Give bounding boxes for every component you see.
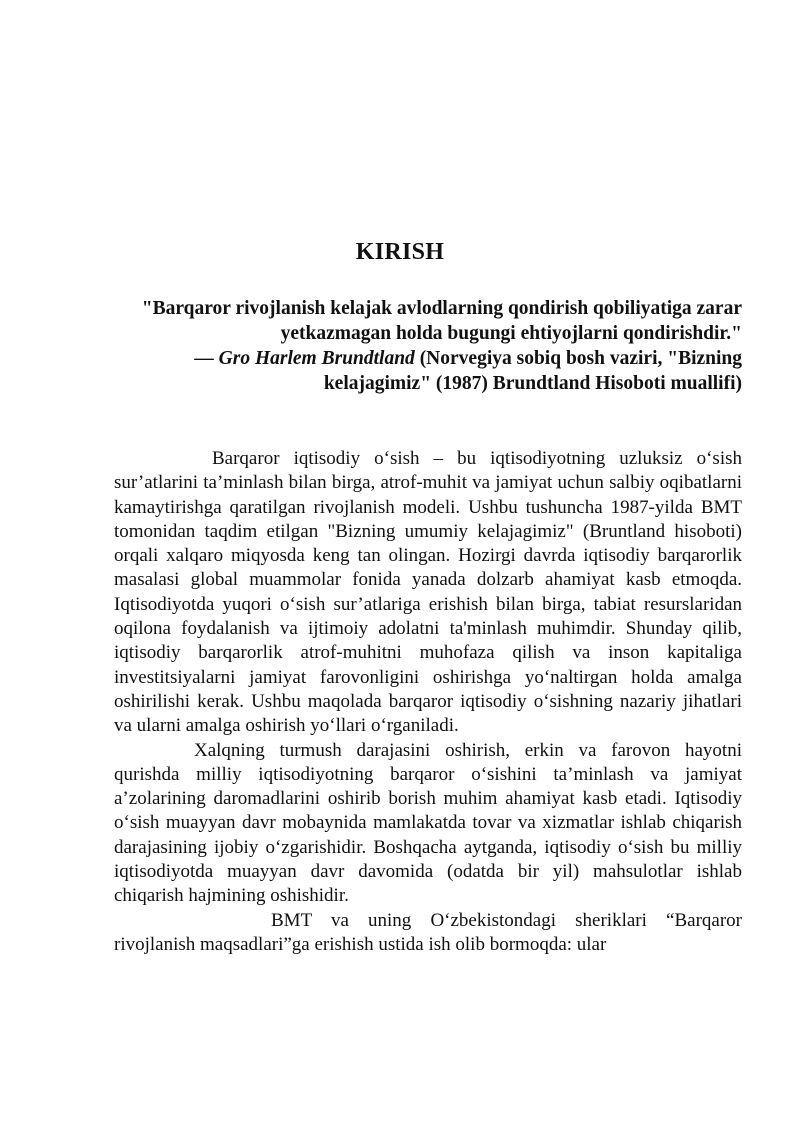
body-text bbox=[114, 447, 742, 957]
paragraph-1: Barqaror iqtisodiy o‘sish – bu iqtisodiyotning uzluksiz o‘sish sur’atlarini ta’minlash bilan birga, atrof-muhit va jamiyat uchun salbiy oqibatlarni kamaytirishga qaratilgan rivojlanish modeli. Ushbu tushuncha 1987-yilda BMT tomonidan taqdim etilgan "Bizning umumiy kelajagimiz" (Bruntland hisoboti) orqali xalqaro miqyosda keng tan olingan. Hozirgi davrda iqtisodiy barqarorlik masalasi global muammolar fonida yanada dolzarb ahamiyat kasb etmoqda. Iqtisodiyotda yuqori o‘sish sur’atlariga erishish bilan birga, tabiat resurslaridan oqilona foydalanish va ijtimoiy adolatni ta'minlash muhimdir. Shunday qilib, iqtisodiy barqarorlik atrof-muhitni muhofaza qilish va inson kapitaliga investitsiyalarni jamiyat farovonligini oshirishga yo‘naltirgan holda amalga oshirilishi kerak. Ushbu maqolada barqaror iqtisodiy o‘sishning nazariy jihatlari va ularni amalga oshirish yo‘llari o‘rganiladi. bbox=[114, 448, 742, 737]
section-heading: KIRISH bbox=[355, 239, 445, 265]
paragraph-3: BMT va uning O‘zbekistondagi sheriklari “Barqaror rivojlanish maqsadlari”ga erishish ustida ish olib bormoqda: ular bbox=[114, 909, 742, 955]
epigraph-attribution bbox=[112, 346, 742, 396]
epigraph-dash: — bbox=[194, 348, 219, 369]
epigraph-source: (Norvegiya sobiq bosh vaziri, "Bizning kelajagimiz" (1987) Brundtland Hisoboti muallifi) bbox=[323, 348, 742, 394]
epigraph-quote: "Barqaror rivojlanish kelajak avlodlarning qondirish qobiliyatiga zarar yetkazmagan holda bugungi ehtiyojlarni qondirishdir." bbox=[141, 298, 742, 344]
epigraph bbox=[112, 296, 742, 396]
paragraph-2: Xalqning turmush darajasini oshirish, erkin va farovon hayotni qurishda milliy iqtisodiyotning barqaror o‘sishini ta’minlash va jamiyat a’zolarining daromadlarini oshirib borish muhim ahamiyat kasb etadi. Iqtisodiy o‘sish muayyan davr mobaynida mamlakatda tovar va xizmatlar ishlab chiqarish darajasining ijobiy o‘zgarishidir. Boshqacha aytganda, iqtisodiy o‘sish bu milliy iqtisodiyotda muayyan davr davomida (odatda bir yil) mahsulotlar ishlab chiqarish hajmining oshishidir. bbox=[114, 739, 742, 907]
epigraph-author: Gro Harlem Brundtland bbox=[218, 348, 415, 369]
